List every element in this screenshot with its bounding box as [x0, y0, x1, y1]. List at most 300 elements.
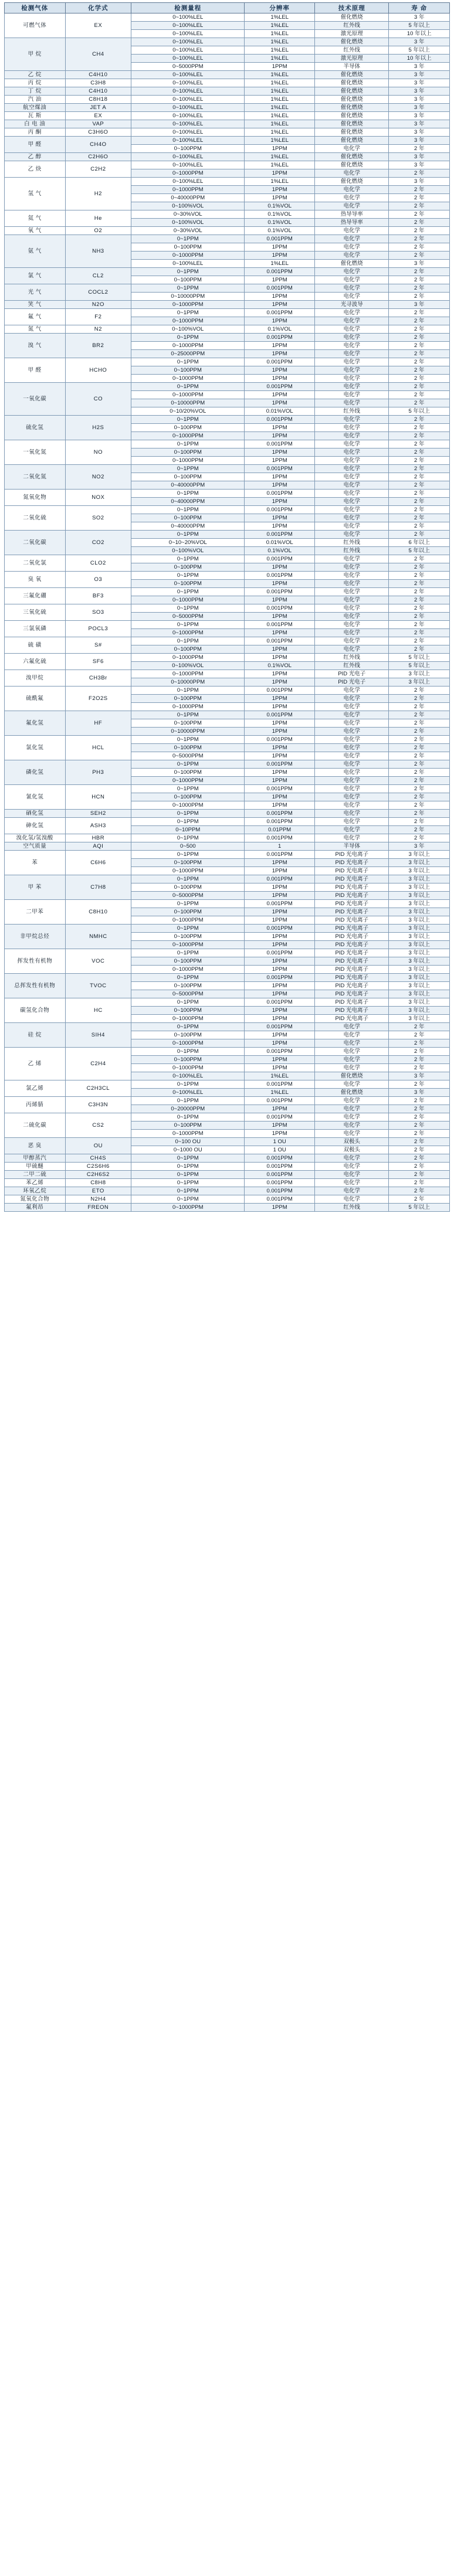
table-row [5, 1195, 450, 1204]
lifetime-cell: 3 年 [389, 153, 450, 161]
table-row [5, 325, 450, 334]
gas-name-cell: 瓦 斯 [5, 112, 66, 120]
gas-name-cell: 二硫化碳 [5, 1113, 66, 1138]
detection-range-cell: 0~1PPM [131, 506, 245, 514]
technology-cell: 电化学 [314, 465, 389, 473]
gas-name-cell: 丙 酮 [5, 128, 66, 137]
technology-cell: PID 光电离子 [314, 1015, 389, 1023]
table-body [5, 13, 450, 1212]
gas-name-cell: 挥发性有机物 [5, 949, 66, 974]
detection-range-cell: 0~1000PPM [131, 317, 245, 325]
gas-name-cell: 碳氢化合物 [5, 998, 66, 1023]
technology-cell: 电化学 [314, 375, 389, 383]
technology-cell: 电化学 [314, 736, 389, 744]
resolution-cell: 0.001PPM [245, 687, 315, 695]
resolution-cell: 1PPM [245, 966, 315, 974]
gas-name-cell: 环氧乙烷 [5, 1187, 66, 1195]
resolution-cell: 1PPM [245, 678, 315, 687]
detection-range-cell: 0~1PPM [131, 604, 245, 613]
resolution-cell: 1PPM [245, 867, 315, 875]
lifetime-cell: 2 年 [389, 588, 450, 596]
lifetime-cell: 2 年 [389, 457, 450, 465]
technology-cell: 电化学 [314, 596, 389, 604]
table-row [5, 1138, 450, 1146]
technology-cell: 电化学 [314, 1154, 389, 1163]
detection-range-cell: 0~100PPM [131, 1122, 245, 1130]
technology-cell: 电化学 [314, 284, 389, 293]
detection-range-cell: 0~1PPM [131, 818, 245, 826]
lifetime-cell: 3 年以上 [389, 670, 450, 678]
resolution-cell: 1PPM [245, 186, 315, 194]
gas-name-cell: 二氧化氮 [5, 465, 66, 490]
resolution-cell: 0.001PPM [245, 711, 315, 719]
resolution-cell: 1PPM [245, 1122, 315, 1130]
table-row [5, 925, 450, 933]
resolution-cell: 1PPM [245, 1204, 315, 1212]
header-row [5, 3, 450, 13]
resolution-cell: 0.001PPM [245, 900, 315, 908]
resolution-cell: 1PPM [245, 645, 315, 654]
resolution-cell: 0.001PPM [245, 949, 315, 957]
detection-range-cell: 0~1PPM [131, 785, 245, 793]
chemical-formula-cell: O3 [65, 572, 131, 588]
resolution-cell: 0.001PPM [245, 1171, 315, 1179]
technology-cell: 电化学 [314, 1097, 389, 1105]
resolution-cell: 1PPM [245, 457, 315, 465]
detection-range-cell: 0~5000PPM [131, 752, 245, 760]
chemical-formula-cell: CO [65, 383, 131, 416]
lifetime-cell: 10 年以上 [389, 55, 450, 63]
resolution-cell: 0.001PPM [245, 1179, 315, 1187]
technology-cell: 电化学 [314, 555, 389, 563]
detection-range-cell: 0~100PPM [131, 1056, 245, 1064]
lifetime-cell: 2 年 [389, 711, 450, 719]
detection-range-cell: 0~100%LEL [131, 55, 245, 63]
detection-range-cell: 0~100%LEL [131, 1072, 245, 1080]
detection-range-cell: 0~1PPM [131, 1048, 245, 1056]
resolution-cell: 1PPM [245, 1031, 315, 1039]
lifetime-cell: 3 年 [389, 137, 450, 145]
table-row [5, 227, 450, 235]
lifetime-cell: 2 年 [389, 1064, 450, 1072]
detection-range-cell: 0~1000PPM [131, 941, 245, 949]
table-row [5, 1163, 450, 1171]
table-row [5, 1154, 450, 1163]
technology-cell: 电化学 [314, 580, 389, 588]
resolution-cell: 0.001PPM [245, 1023, 315, 1031]
gas-name-cell: 溴甲烷 [5, 670, 66, 687]
resolution-cell: 0.001PPM [245, 358, 315, 366]
technology-cell: 电化学 [314, 514, 389, 522]
chemical-formula-cell: NMHC [65, 925, 131, 949]
chemical-formula-cell: AQI [65, 842, 131, 851]
detection-range-cell: 0~10000PPM [131, 728, 245, 736]
detection-range-cell: 0~10000PPM [131, 399, 245, 407]
resolution-cell: 1PPM [245, 194, 315, 202]
detection-range-cell: 0~1000PPM [131, 457, 245, 465]
lifetime-cell: 2 年 [389, 629, 450, 637]
lifetime-cell: 2 年 [389, 293, 450, 301]
detection-range-cell: 0~100PPM [131, 982, 245, 990]
chemical-formula-cell: NOX [65, 490, 131, 506]
lifetime-cell: 2 年 [389, 399, 450, 407]
resolution-cell: 1%LEL [245, 46, 315, 55]
table-row [5, 506, 450, 514]
lifetime-cell: 2 年 [389, 1048, 450, 1056]
table-row [5, 1179, 450, 1187]
detection-range-cell: 0~30%VOL [131, 210, 245, 219]
gas-name-cell: 氮 气 [5, 325, 66, 334]
lifetime-cell: 3 年以上 [389, 933, 450, 941]
chemical-formula-cell: N2H4 [65, 1195, 131, 1204]
gas-name-cell: 氯乙烯 [5, 1080, 66, 1097]
gas-name-cell: 六氟化硫 [5, 654, 66, 670]
lifetime-cell: 3 年 [389, 161, 450, 169]
lifetime-cell: 3 年 [389, 87, 450, 96]
technology-cell: 红外线 [314, 22, 389, 30]
table-row [5, 358, 450, 366]
resolution-cell: 1%LEL [245, 87, 315, 96]
gas-name-cell: 一氧化氮 [5, 440, 66, 465]
chemical-formula-cell: HBR [65, 834, 131, 842]
chemical-formula-cell: SIH4 [65, 1023, 131, 1048]
lifetime-cell: 2 年 [389, 760, 450, 769]
resolution-cell: 1PPM [245, 1130, 315, 1138]
resolution-cell: 1%LEL [245, 96, 315, 104]
resolution-cell: 0.001PPM [245, 555, 315, 563]
table-row [5, 301, 450, 309]
lifetime-cell: 2 年 [389, 801, 450, 810]
lifetime-cell: 2 年 [389, 1113, 450, 1122]
detection-range-cell: 0~100PPM [131, 514, 245, 522]
lifetime-cell: 2 年 [389, 284, 450, 293]
chemical-formula-cell: ASH3 [65, 818, 131, 834]
technology-cell: 电化学 [314, 637, 389, 645]
gas-name-cell: 三氯氧磷 [5, 621, 66, 637]
resolution-cell: 0.1%VOL [245, 547, 315, 555]
column-header-range: 检测量程 [131, 3, 245, 13]
resolution-cell: 1%LEL [245, 120, 315, 128]
resolution-cell: 0.01PPM [245, 826, 315, 834]
detection-range-cell: 0~100PPM [131, 883, 245, 892]
detection-range-cell: 0~100PPM [131, 243, 245, 252]
technology-cell: 红外线 [314, 46, 389, 55]
chemical-formula-cell: HCL [65, 736, 131, 760]
chemical-formula-cell: SO3 [65, 604, 131, 621]
technology-cell: 电化学 [314, 416, 389, 424]
lifetime-cell: 3 年 [389, 104, 450, 112]
technology-cell: 电化学 [314, 383, 389, 391]
lifetime-cell: 3 年以上 [389, 949, 450, 957]
chemical-formula-cell: SEH2 [65, 810, 131, 818]
chemical-formula-cell: POCL3 [65, 621, 131, 637]
resolution-cell: 1PPM [245, 892, 315, 900]
detection-range-cell: 0~1000PPM [131, 391, 245, 399]
detection-range-cell: 0~100%VOL [131, 662, 245, 670]
technology-cell: PID 光电离子 [314, 867, 389, 875]
technology-cell: 电化学 [314, 342, 389, 350]
gas-name-cell: 硒化氢 [5, 810, 66, 818]
resolution-cell: 0.001PPM [245, 621, 315, 629]
resolution-cell: 0.1%VOL [245, 219, 315, 227]
detection-range-cell: 0~1000PPM [131, 629, 245, 637]
column-header-resolution: 分辨率 [245, 3, 315, 13]
chemical-formula-cell: BF3 [65, 588, 131, 604]
lifetime-cell: 2 年 [389, 645, 450, 654]
technology-cell: 红外线 [314, 662, 389, 670]
chemical-formula-cell: CL2 [65, 268, 131, 284]
chemical-formula-cell: ETO [65, 1187, 131, 1195]
lifetime-cell: 3 年以上 [389, 990, 450, 998]
detection-range-cell: 0~1PPM [131, 1187, 245, 1195]
detection-range-cell: 0~1000PPM [131, 186, 245, 194]
gas-name-cell: 可燃气体 [5, 13, 66, 38]
table-row [5, 1171, 450, 1179]
lifetime-cell: 2 年 [389, 695, 450, 703]
lifetime-cell: 2 年 [389, 703, 450, 711]
technology-cell: 电化学 [314, 293, 389, 301]
resolution-cell: 0.001PPM [245, 851, 315, 859]
technology-cell: PID 光电离子 [314, 1007, 389, 1015]
technology-cell: 电化学 [314, 268, 389, 276]
lifetime-cell: 2 年 [389, 613, 450, 621]
technology-cell: PID 光电离子 [314, 900, 389, 908]
table-row [5, 96, 450, 104]
table-row [5, 153, 450, 161]
technology-cell: 双极头 [314, 1138, 389, 1146]
resolution-cell: 1PPM [245, 473, 315, 481]
gas-name-cell: 氮氧化物 [5, 490, 66, 506]
detection-range-cell: 0~100PPM [131, 957, 245, 966]
lifetime-cell: 3 年以上 [389, 1015, 450, 1023]
technology-cell: 催化燃烧 [314, 161, 389, 169]
lifetime-cell: 2 年 [389, 1105, 450, 1113]
technology-cell: 电化学 [314, 769, 389, 777]
detection-range-cell: 0~1000PPM [131, 169, 245, 178]
gas-name-cell: 氯化氢 [5, 736, 66, 760]
lifetime-cell: 2 年 [389, 580, 450, 588]
resolution-cell: 0.001PPM [245, 506, 315, 514]
technology-cell: 电化学 [314, 1031, 389, 1039]
column-header-life: 寿 命 [389, 3, 450, 13]
detection-range-cell: 0~1000PPM [131, 703, 245, 711]
detection-range-cell: 0~1PPM [131, 284, 245, 293]
table-row [5, 490, 450, 498]
resolution-cell: 1PPM [245, 1039, 315, 1048]
technology-cell: 电化学 [314, 309, 389, 317]
technology-cell: 电化学 [314, 793, 389, 801]
detection-range-cell: 0~100%LEL [131, 30, 245, 38]
technology-cell: PID 光电离子 [314, 883, 389, 892]
lifetime-cell: 2 年 [389, 1080, 450, 1089]
gas-name-cell: 甲 醛 [5, 358, 66, 383]
resolution-cell: 1PPM [245, 596, 315, 604]
technology-cell: 红外线 [314, 539, 389, 547]
lifetime-cell: 2 年 [389, 1138, 450, 1146]
resolution-cell: 1%LEL [245, 79, 315, 87]
resolution-cell: 1PPM [245, 1105, 315, 1113]
detection-range-cell: 0~1000PPM [131, 654, 245, 662]
chemical-formula-cell: HF [65, 711, 131, 736]
resolution-cell: 0.001PPM [245, 785, 315, 793]
detection-range-cell: 0~100PPM [131, 473, 245, 481]
detection-range-cell: 0~100%LEL [131, 112, 245, 120]
detection-range-cell: 0~100%LEL [131, 13, 245, 22]
table-row [5, 572, 450, 580]
lifetime-cell: 3 年 [389, 1089, 450, 1097]
gas-name-cell: 砷化氢 [5, 818, 66, 834]
resolution-cell: 1%LEL [245, 112, 315, 120]
resolution-cell: 1PPM [245, 375, 315, 383]
chemical-formula-cell: C2H4 [65, 1048, 131, 1080]
lifetime-cell: 2 年 [389, 276, 450, 284]
resolution-cell: 0.1%VOL [245, 210, 315, 219]
lifetime-cell: 3 年以上 [389, 875, 450, 883]
resolution-cell: 0.001PPM [245, 998, 315, 1007]
resolution-cell: 1PPM [245, 859, 315, 867]
lifetime-cell: 5 年以上 [389, 654, 450, 662]
resolution-cell: 1PPM [245, 941, 315, 949]
table-row [5, 974, 450, 982]
gas-name-cell: 二甲二硫 [5, 1171, 66, 1179]
lifetime-cell: 2 年 [389, 1130, 450, 1138]
lifetime-cell: 3 年以上 [389, 867, 450, 875]
resolution-cell: 1PPM [245, 481, 315, 490]
lifetime-cell: 2 年 [389, 1163, 450, 1171]
resolution-cell: 1PPM [245, 1007, 315, 1015]
technology-cell: PID 光电离子 [314, 949, 389, 957]
technology-cell: 电化学 [314, 604, 389, 613]
technology-cell: 电化学 [314, 711, 389, 719]
chemical-formula-cell: H2 [65, 178, 131, 210]
chemical-formula-cell: NH3 [65, 235, 131, 268]
detection-range-cell: 0~1PPM [131, 736, 245, 744]
lifetime-cell: 2 年 [389, 514, 450, 522]
resolution-cell: 0.001PPM [245, 1080, 315, 1089]
technology-cell: 电化学 [314, 1195, 389, 1204]
technology-cell: 电化学 [314, 473, 389, 481]
gas-name-cell: 二甲苯 [5, 900, 66, 925]
lifetime-cell: 2 年 [389, 826, 450, 834]
lifetime-cell: 3 年 [389, 128, 450, 137]
lifetime-cell: 3 年 [389, 120, 450, 128]
gas-name-cell: 苯乙烯 [5, 1179, 66, 1187]
technology-cell: 电化学 [314, 317, 389, 325]
detection-range-cell: 0~100PPM [131, 563, 245, 572]
chemical-formula-cell: NO2 [65, 465, 131, 490]
detection-range-cell: 0~10000PPM [131, 678, 245, 687]
gas-name-cell: 一氧化碳 [5, 383, 66, 416]
technology-cell: 电化学 [314, 1105, 389, 1113]
table-row [5, 1204, 450, 1212]
resolution-cell: 1PPM [245, 990, 315, 998]
lifetime-cell: 3 年以上 [389, 974, 450, 982]
lifetime-cell: 2 年 [389, 818, 450, 826]
resolution-cell: 0.1%VOL [245, 202, 315, 210]
chemical-formula-cell: FREON [65, 1204, 131, 1212]
lifetime-cell: 3 年以上 [389, 916, 450, 925]
detection-range-cell: 0~100%LEL [131, 1089, 245, 1097]
table-row [5, 1187, 450, 1195]
detection-range-cell: 0~100%VOL [131, 547, 245, 555]
detection-range-cell: 0~100%LEL [131, 260, 245, 268]
technology-cell: 催化燃烧 [314, 153, 389, 161]
lifetime-cell: 3 年以上 [389, 998, 450, 1007]
lifetime-cell: 2 年 [389, 252, 450, 260]
resolution-cell: 1PPM [245, 629, 315, 637]
table-row [5, 1080, 450, 1089]
resolution-cell: 0.001PPM [245, 440, 315, 448]
table-row [5, 268, 450, 276]
technology-cell: 电化学 [314, 826, 389, 834]
lifetime-cell: 2 年 [389, 834, 450, 842]
detection-range-cell: 0~1PPM [131, 531, 245, 539]
resolution-cell: 1PPM [245, 728, 315, 736]
technology-cell: 电化学 [314, 391, 389, 399]
detection-range-cell: 0~100PPM [131, 769, 245, 777]
detection-range-cell: 0~5000PPM [131, 990, 245, 998]
resolution-cell: 1PPM [245, 252, 315, 260]
resolution-cell: 1PPM [245, 498, 315, 506]
table-row [5, 440, 450, 448]
lifetime-cell: 3 年以上 [389, 851, 450, 859]
technology-cell: 电化学 [314, 687, 389, 695]
lifetime-cell: 2 年 [389, 555, 450, 563]
chemical-formula-cell: C2H6S2 [65, 1171, 131, 1179]
table-row [5, 13, 450, 22]
table-row [5, 284, 450, 293]
table-row [5, 1048, 450, 1056]
detection-range-cell: 0~1PPM [131, 1171, 245, 1179]
detection-range-cell: 0~1PPM [131, 998, 245, 1007]
detection-range-cell: 0~1PPM [131, 875, 245, 883]
gas-name-cell: 乙 炔 [5, 161, 66, 178]
detection-range-cell: 0~1000PPM [131, 301, 245, 309]
lifetime-cell: 2 年 [389, 169, 450, 178]
detection-range-cell: 0~25000PPM [131, 350, 245, 358]
resolution-cell: 0.001PPM [245, 1154, 315, 1163]
detection-range-cell: 0~1000PPM [131, 670, 245, 678]
resolution-cell: 1 [245, 842, 315, 851]
detection-range-cell: 0~100%LEL [131, 71, 245, 79]
technology-cell: 电化学 [314, 810, 389, 818]
resolution-cell: 0.001PPM [245, 1163, 315, 1171]
chemical-formula-cell: BR2 [65, 334, 131, 358]
table-row [5, 87, 450, 96]
technology-cell: PID 光电离子 [314, 982, 389, 990]
table-row [5, 810, 450, 818]
table-row [5, 531, 450, 539]
lifetime-cell: 2 年 [389, 1097, 450, 1105]
lifetime-cell: 3 年以上 [389, 925, 450, 933]
technology-cell: 电化学 [314, 801, 389, 810]
table-row [5, 785, 450, 793]
resolution-cell: 1PPM [245, 391, 315, 399]
resolution-cell: 0.001PPM [245, 604, 315, 613]
resolution-cell: 0.001PPM [245, 1187, 315, 1195]
lifetime-cell: 3 年以上 [389, 982, 450, 990]
gas-name-cell: 三氟化硼 [5, 588, 66, 604]
technology-cell: 电化学 [314, 695, 389, 703]
detection-range-cell: 0~100%LEL [131, 120, 245, 128]
lifetime-cell: 3 年以上 [389, 859, 450, 867]
technology-cell: 电化学 [314, 481, 389, 490]
lifetime-cell: 2 年 [389, 498, 450, 506]
table-row [5, 465, 450, 473]
detection-range-cell: 0~100PPM [131, 1007, 245, 1015]
gas-name-cell: 航空煤油 [5, 104, 66, 112]
gas-name-cell: 氟利昂 [5, 1204, 66, 1212]
